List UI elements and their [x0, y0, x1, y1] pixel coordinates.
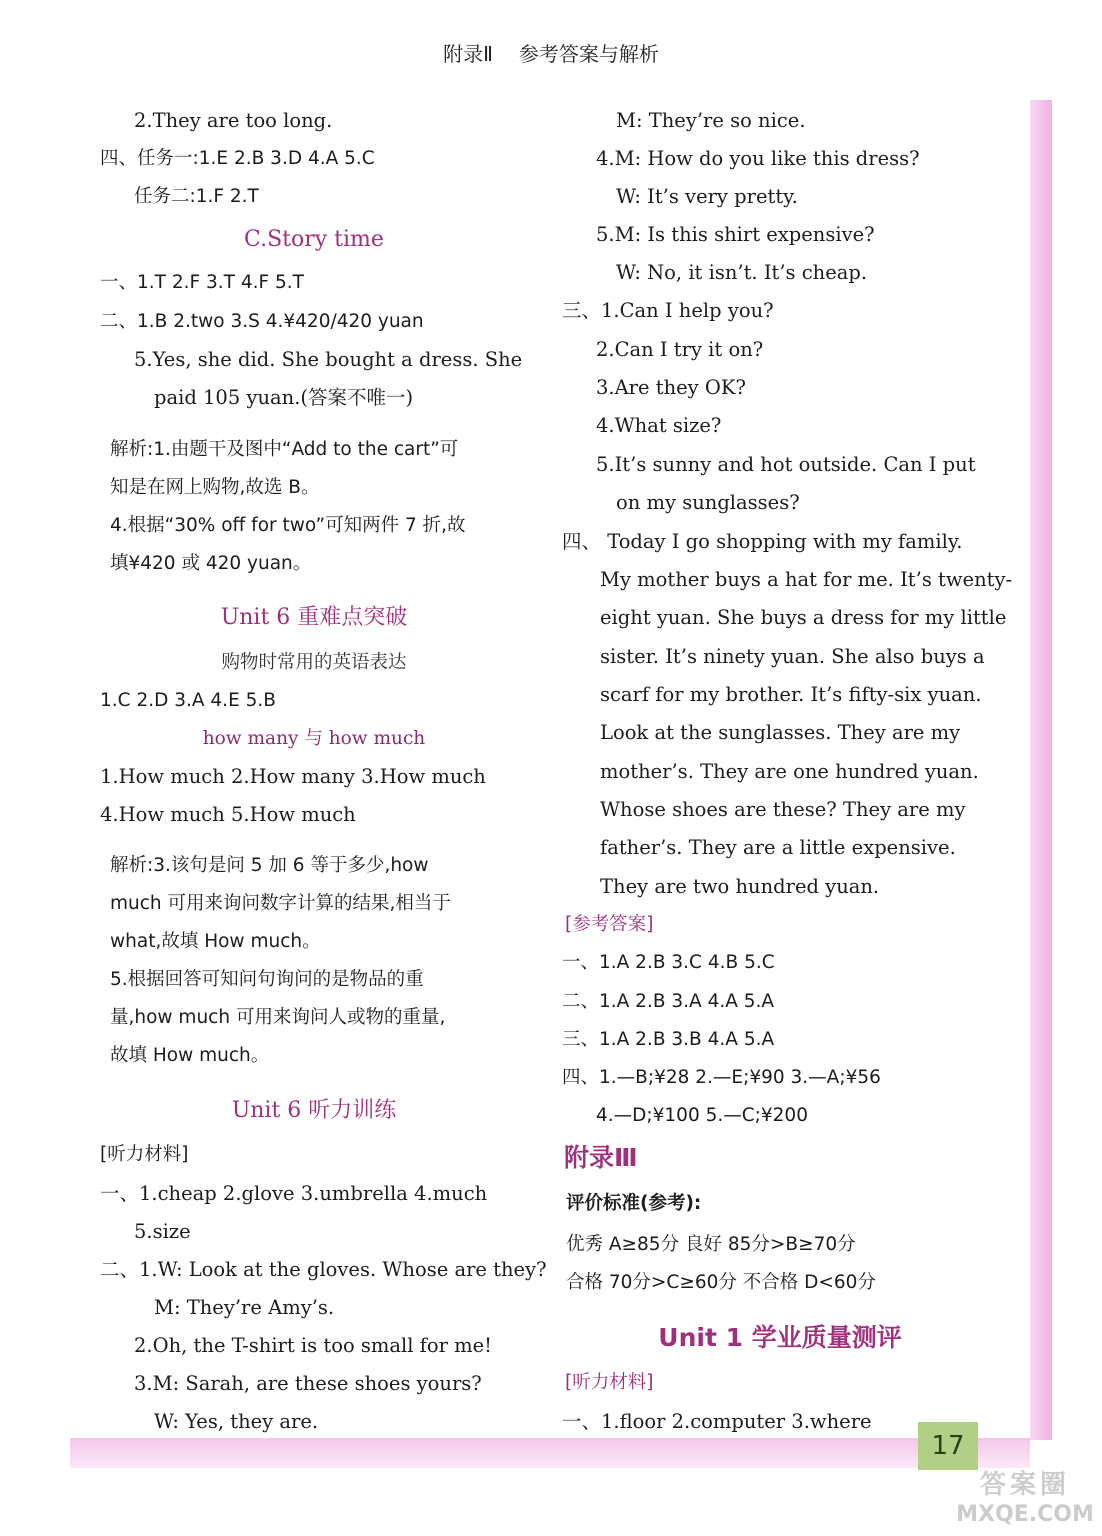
passage-line: 四、 Today I go shopping with my family.: [562, 530, 963, 553]
passage-line: sister. It’s ninety yuan. She also buys a: [600, 645, 985, 668]
answer-line: 5.size: [134, 1220, 191, 1243]
subsection-heading: 购物时常用的英语表达: [221, 652, 407, 673]
passage-line: Look at the sunglasses. They are my: [600, 721, 961, 744]
section-heading-unit6: Unit 6 重难点突破: [220, 605, 408, 630]
dialogue-line: 二、1.W: Look at the gloves. Whose are they?: [100, 1258, 547, 1281]
explanation-line: much 可用来询问数字计算的结果,相当于: [110, 893, 451, 914]
passage-line: Whose shoes are these? They are my: [600, 798, 966, 821]
header-appendix: 附录Ⅱ: [443, 42, 493, 66]
header-title: 参考答案与解析: [518, 42, 659, 66]
passage-line: eight yuan. She buys a dress for my little: [600, 606, 1007, 629]
section-heading-story-time: C.Story time: [244, 227, 384, 252]
explanation-line: 解析:3.该句是问 5 加 6 等于多少,how: [110, 855, 429, 876]
dialogue-line: W: Yes, they are.: [154, 1410, 319, 1433]
answer-line: 4.—D;¥100 5.—C;¥200: [596, 1105, 808, 1126]
criteria-title: 评价标准(参考):: [566, 1193, 702, 1214]
answer-line: 一、1.floor 2.computer 3.where: [562, 1410, 872, 1433]
dialogue-line: 2.Oh, the T-shirt is too small for me!: [134, 1334, 493, 1357]
answer-line: 1.How much 2.How many 3.How much: [100, 765, 486, 788]
bracket-label: [听力材料]: [565, 1372, 654, 1393]
answer-line: 2.Can I try it on?: [596, 338, 764, 361]
answer-line: 任务二:1.F 2.T: [134, 186, 259, 207]
running-header: [0, 38, 1102, 67]
answer-line: 三、1.A 2.B 3.B 4.A 5.A: [562, 1029, 775, 1050]
criteria-line: 合格 70分>C≥60分 不合格 D<60分: [566, 1272, 876, 1293]
answer-line: on my sunglasses?: [616, 491, 800, 514]
answer-line: 二、1.A 2.B 3.A 4.A 5.A: [562, 991, 775, 1012]
answer-line: 四、1.—B;¥28 2.—E;¥90 3.—A;¥56: [562, 1067, 881, 1088]
answer-line: 三、1.Can I help you?: [562, 299, 774, 322]
criteria-line: 优秀 A≥85分 良好 85分>B≥70分: [566, 1234, 856, 1255]
section-heading-listening: Unit 6 听力训练: [231, 1098, 397, 1123]
dialogue-line: 4.M: How do you like this dress?: [596, 147, 920, 170]
passage-line: father’s. They are a little expensive.: [600, 836, 956, 859]
subsection-heading: how many 与 how much: [202, 728, 426, 749]
explanation-line: 解析:1.由题干及图中“Add to the cart”可: [110, 439, 459, 460]
answer-line: 5.Yes, she did. She bought a dress. She: [134, 348, 523, 371]
explanation-line: what,故填 How much。: [110, 931, 321, 952]
passage-line: My mother buys a hat for me. It’s twenty-: [600, 568, 1013, 591]
answer-line: 3.Are they OK?: [596, 376, 746, 399]
answer-line: paid 105 yuan.(答案不唯一): [154, 386, 414, 409]
watermark-logo: [950, 1470, 1100, 1530]
dialogue-line: M: They’re Amy’s.: [154, 1296, 335, 1319]
dialogue-line: W: It’s very pretty.: [616, 185, 798, 208]
explanation-line: 4.根据“30% off for two”可知两件 7 折,故: [110, 515, 466, 536]
answer-line: 一、1.cheap 2.glove 3.umbrella 4.much: [100, 1182, 488, 1205]
watermark-text-bottom: MXQE.COM: [956, 1502, 1094, 1527]
answer-line: 四、任务一:1.E 2.B 3.D 4.A 5.C: [100, 148, 375, 169]
passage-line: mother’s. They are one hundred yuan.: [600, 760, 979, 783]
answer-line: 4.What size?: [596, 414, 722, 437]
explanation-line: 5.根据回答可知问句询问的是物品的重: [110, 969, 424, 990]
answer-line: 2.They are too long.: [134, 109, 333, 132]
dialogue-line: 5.M: Is this shirt expensive?: [596, 223, 875, 246]
bottom-decorative-band: [70, 1438, 1030, 1468]
passage-line: They are two hundred yuan.: [600, 875, 880, 898]
answer-line: 1.C 2.D 3.A 4.E 5.B: [100, 690, 276, 711]
appendix-heading: 附录Ⅲ: [564, 1143, 638, 1172]
passage-line: scarf for my brother. It’s fifty-six yuan.: [600, 683, 982, 706]
right-decorative-band: [1030, 100, 1052, 1440]
dialogue-line: M: They’re so nice.: [616, 109, 806, 132]
answer-line: 一、1.A 2.B 3.C 4.B 5.C: [562, 952, 775, 973]
answer-line: 5.It’s sunny and hot outside. Can I put: [596, 453, 976, 476]
answer-line: 二、1.B 2.two 3.S 4.¥420/420 yuan: [100, 311, 424, 332]
answer-line: 一、1.T 2.F 3.T 4.F 5.T: [100, 272, 304, 293]
bracket-label: [参考答案]: [565, 914, 654, 935]
explanation-line: 量,how much 可用来询问人或物的重量,: [110, 1007, 446, 1028]
dialogue-line: W: No, it isn’t. It’s cheap.: [616, 261, 868, 284]
bracket-label: [听力材料]: [100, 1144, 189, 1165]
watermark-text-top: 答案圈: [979, 1470, 1070, 1500]
explanation-line: 填¥420 或 420 yuan。: [110, 553, 312, 574]
page-number: 17: [918, 1422, 978, 1470]
explanation-line: 知是在网上购物,故选 B。: [110, 477, 320, 498]
section-heading-unit1: Unit 1 学业质量测评: [658, 1323, 902, 1352]
explanation-line: 故填 How much。: [110, 1045, 270, 1066]
dialogue-line: 3.M: Sarah, are these shoes yours?: [134, 1372, 482, 1395]
answer-line: 4.How much 5.How much: [100, 803, 356, 826]
